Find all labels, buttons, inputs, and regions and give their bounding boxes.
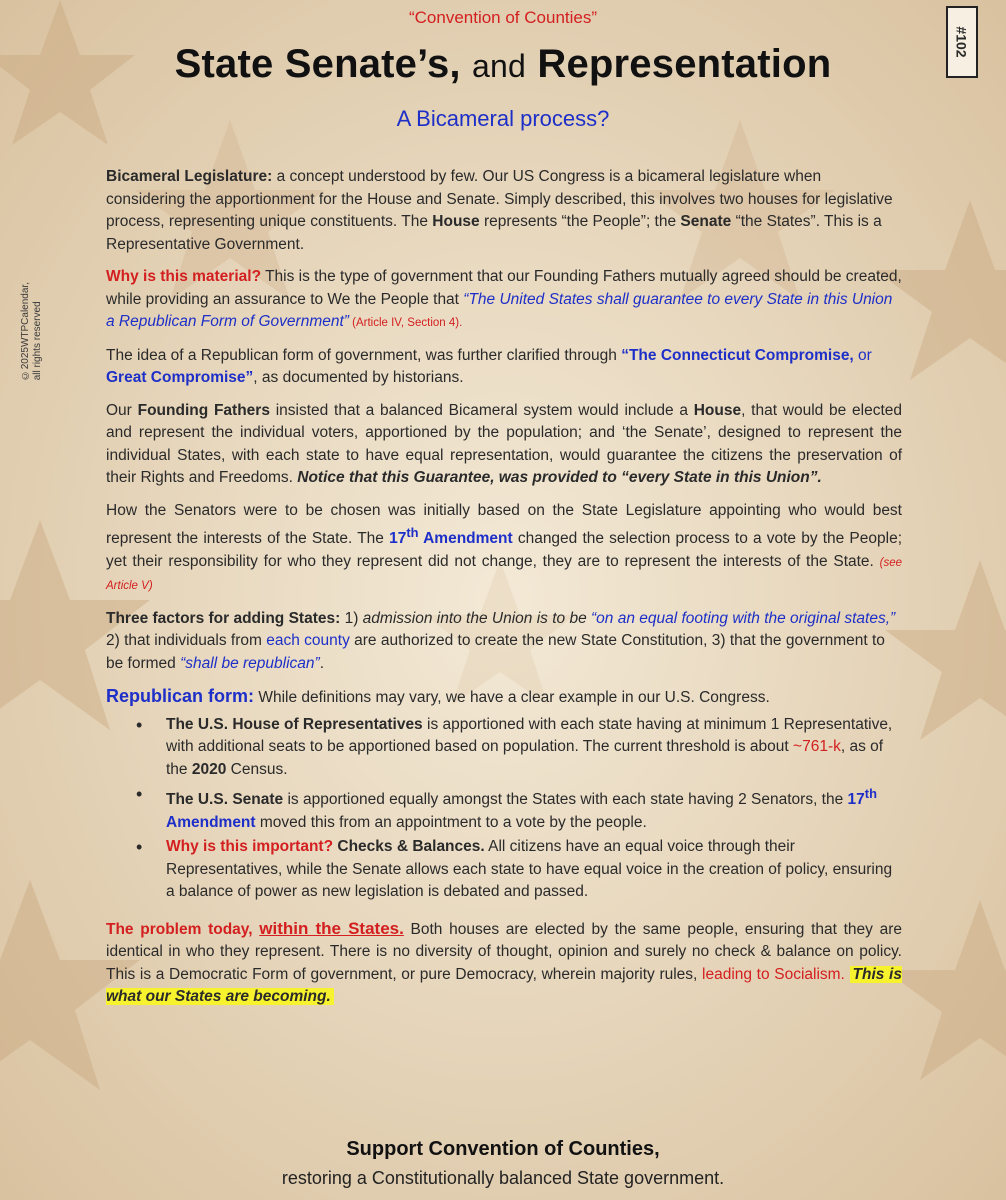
text: admission into the Union is to be: [362, 609, 591, 627]
list-item-importance: [166, 836, 902, 904]
term-17th-amendment: [389, 525, 513, 548]
label-three-factors: Three factors for adding States:: [106, 609, 341, 627]
title-end: Representation: [537, 42, 832, 86]
label-why-important: Why is this important?: [166, 838, 334, 856]
paragraph-founding-fathers: [106, 400, 902, 490]
page-number: #102: [954, 26, 970, 58]
text: , as of the: [166, 738, 884, 778]
term-house: House: [432, 213, 480, 230]
text: changed the selection process to a vote by the People; yet their responsibility for who they represent did not change, they are to represent the interests of the State.: [106, 530, 902, 570]
term-us-house: The U.S. House of Representatives: [166, 715, 423, 733]
text: The idea of a Republican form of government, was further clarified through: [106, 346, 622, 364]
label-bicameral: Bicameral Legislature:: [106, 168, 273, 185]
text: Our: [106, 401, 138, 419]
census-year: 2020: [191, 760, 227, 778]
text: are authorized to create the new State Constitution, 3) that the government to be formed: [106, 632, 885, 672]
closing-headline: Support Convention of Counties,: [346, 1138, 660, 1160]
term-great-compromise: Great Compromise”: [106, 369, 254, 386]
citation: (Article IV, Section 4).: [348, 317, 463, 329]
paragraph-bicameral: [106, 166, 902, 256]
text: “the States”. This is a Representative Government.: [106, 213, 882, 253]
constitution-quote: “The United States shall guarantee to every State in this Union a Republican Form of Government”: [106, 290, 893, 330]
label-why-material: Why is this material?: [106, 268, 262, 285]
text: Census.: [226, 760, 288, 778]
paragraph-problem-today: [106, 918, 902, 1009]
notice-guarantee: Notice that this Guarantee, was provided to “every State in this Union”.: [297, 469, 822, 486]
text: .: [319, 654, 324, 672]
text: is apportioned equally amongst the States with each state having 2 Senators, the: [283, 791, 848, 809]
text: This is the type of government that our Founding Fathers mutually agreed should be created, while providing an assurance to We the People that: [106, 268, 902, 308]
list-item-senate: [166, 783, 902, 834]
text: Both houses are elected by the same people, ensuring that they are identical in who they represent. There is no diversity of thought, opinion and surely no check & balance on policy. This is a Democratic Form of government, or pure Democracy, wherein majority rules,: [106, 920, 903, 983]
title-main: State Senate’s,: [174, 42, 461, 86]
amendment-suffix: th: [406, 525, 419, 540]
paragraph-republican-form: [106, 685, 902, 710]
closing-subline: restoring a Constitutionally balanced State government.: [281, 1168, 725, 1188]
label-within-states: within the States.: [259, 918, 404, 938]
list-item-house: [166, 714, 902, 782]
term-us-senate: The U.S. Senate: [166, 791, 284, 809]
text: a concept understood by few. Our US Congress is a bicameral legislature when considering the apportionment for the House and Senate. Simply described, this involves two houses for legislative process, representing unique constituents. The: [106, 168, 893, 230]
text: , as documented by historians.: [253, 369, 464, 386]
term-socialism: leading to Socialism.: [702, 965, 845, 983]
copyright-line: ©2025WTPCalendar,: [20, 282, 31, 381]
text: or: [853, 346, 872, 364]
document-body: [106, 166, 902, 1019]
bullet-list: [106, 714, 902, 904]
amendment-number: 17: [847, 791, 865, 809]
text: 1): [340, 609, 363, 627]
text: While definitions may vary, we have a clear example in our U.S. Congress.: [254, 689, 770, 707]
label-problem-today: The problem today,: [106, 920, 260, 938]
paragraph-compromise: [106, 345, 902, 390]
paragraph-three-factors: [106, 608, 902, 676]
paragraph-why-material: [106, 266, 902, 335]
text: All citizens have an equal voice through their Representatives, while the Senate allows each state to have equal voice in the creation of policy, ensuring a balance of power as new legislation is debated and passed.: [166, 838, 893, 901]
term-each-county: each county: [266, 632, 350, 650]
amendment-word: Amendment: [166, 813, 256, 831]
amendment-suffix: th: [864, 786, 877, 802]
page-subtitle: A Bicameral process?: [396, 106, 610, 131]
amendment-word: Amendment: [418, 530, 513, 548]
paragraph-senators: [106, 500, 902, 598]
page-title: [0, 42, 1006, 87]
amendment-number: 17: [389, 530, 407, 548]
republican-quote: “shall be republican”: [180, 654, 320, 672]
term-founding-fathers: Founding Fathers: [137, 401, 270, 419]
threshold-value: ~761-k: [793, 738, 841, 756]
text: moved this from an appointment to a vote by the people.: [255, 813, 647, 831]
title-and: and: [472, 48, 527, 84]
term-checks-balances: Checks & Balances.: [333, 838, 485, 856]
citation: (see Article V): [106, 556, 902, 593]
text: represents “the People”; the: [479, 213, 681, 230]
copyright-note: [20, 282, 43, 381]
equal-footing-quote: “on an equal footing with the original states,”: [591, 609, 896, 627]
term-connecticut-compromise: “The Connecticut Compromise,: [621, 346, 854, 364]
highlighted-statement: This is what our States are becoming.: [106, 965, 902, 1006]
text: , that would be elected and represent the individual voters, apportioned by the population; and ‘the Senate’, designed to represent the individual States, with each state to have equal representation, would guarantee the citizens the preservation of their Rights and Freedoms.: [106, 401, 903, 486]
series-title: “Convention of Counties”: [408, 8, 598, 27]
term-senate: Senate: [680, 213, 732, 230]
text: is apportioned with each state having at minimum 1 Representative, with additional seats to be apportioned based on population. The current threshold is about: [166, 715, 893, 756]
text: How the Senators were to be chosen was initially based on the State Legislature appointing who would best represent the interests of the State. The: [106, 501, 902, 548]
label-republican-form: Republican form:: [106, 686, 255, 707]
term-house: House: [693, 401, 742, 419]
text: 2) that individuals from: [106, 632, 267, 650]
text: insisted that a balanced Bicameral system would include a: [269, 401, 694, 419]
text: [845, 966, 850, 983]
rights-line: all rights reserved: [32, 301, 43, 381]
